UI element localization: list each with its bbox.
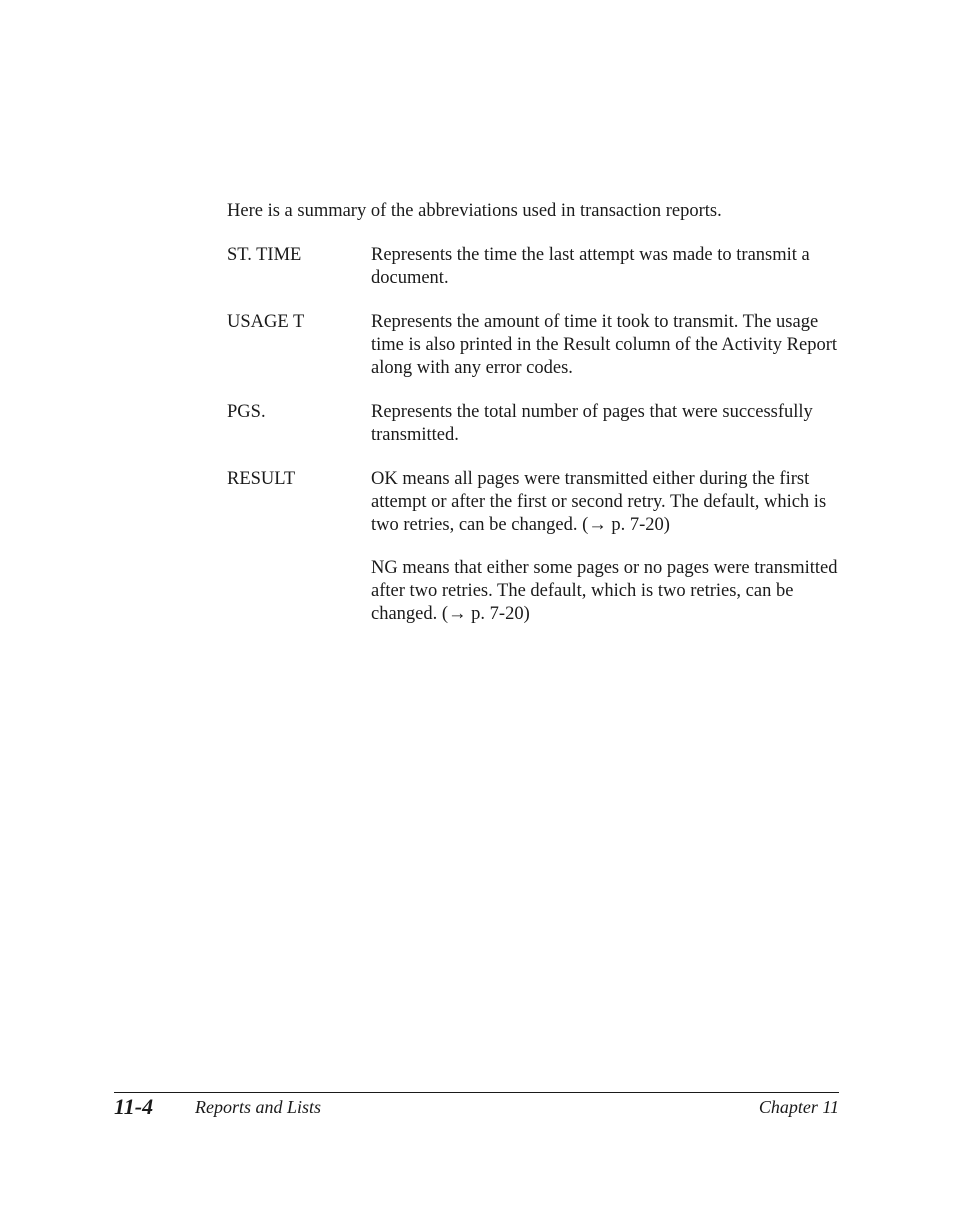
abbreviation-definitions [371, 311, 847, 380]
footer-section-title: Reports and Lists [195, 1097, 322, 1117]
abbreviation-term: PGS. [227, 402, 266, 422]
abbreviation-definition-ok: OK means all pages were transmitted either during the first attempt or after the first or second retry. The default, which is two retries, can be changed. (→ p. 7-20) [371, 469, 827, 535]
abbreviation-definition: Represents the time the last attempt was made to transmit a document. [371, 245, 810, 288]
intro-paragraph: Here is a summary of the abbreviations used in transaction reports. [227, 201, 722, 221]
abbreviation-term: RESULT [227, 469, 296, 489]
footer-page-number: 11-4 [114, 1094, 154, 1119]
footer-chapter: Chapter 11 [758, 1097, 839, 1117]
abbreviation-definitions [371, 401, 847, 447]
abbreviation-definition: Represents the amount of time it took to transmit. The usage time is also printed in the Result column of the Activity Report along with any error codes. [371, 312, 838, 378]
footer-divider [114, 1092, 839, 1093]
abbreviation-term: ST. TIME [227, 245, 302, 265]
abbreviation-definition: Represents the total number of pages that were successfully transmitted. [371, 402, 813, 445]
abbreviation-term: USAGE T [227, 312, 305, 332]
abbreviation-definitions [371, 244, 847, 290]
abbreviation-definitions [371, 468, 847, 626]
abbreviation-definition-ng: NG means that either some pages or no pages were transmitted after two retries. The default, which is two retries, can be changed. (→ p. 7-20) [371, 558, 838, 624]
